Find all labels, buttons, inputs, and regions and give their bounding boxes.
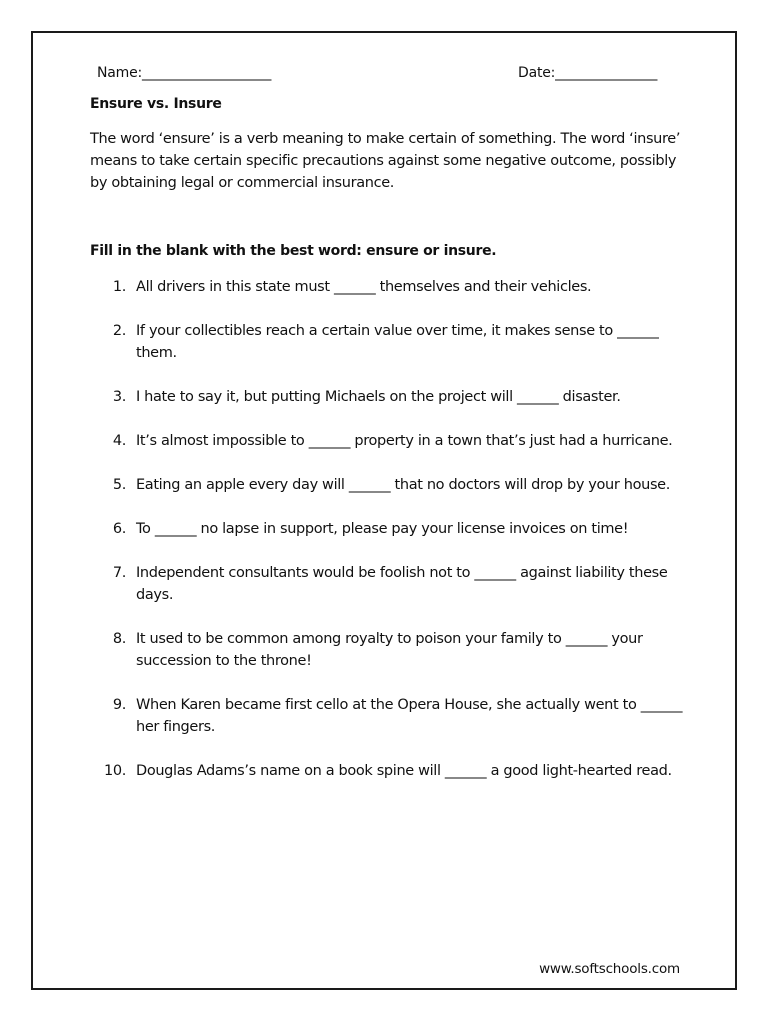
question-item [90, 320, 690, 364]
question-number: 2. [112, 323, 126, 339]
question-number: 5. [112, 477, 126, 493]
question-item [90, 760, 690, 782]
date-field-label: Date:_______________ [518, 65, 658, 81]
question-item [90, 276, 690, 298]
instructions-heading: Fill in the blank with the best word: ensure or insure. [90, 243, 497, 259]
question-number: 9. [112, 697, 126, 713]
question-number: 8. [112, 631, 126, 647]
question-number: 3. [112, 389, 126, 405]
question-text: Independent consultants would be foolish not to ______ against liability these days. [136, 565, 668, 603]
name-field-label: Name:___________________ [97, 65, 272, 81]
question-number: 1. [112, 279, 126, 295]
question-item [90, 386, 690, 408]
question-text: To ______ no lapse in support, please pay your license invoices on time! [136, 521, 629, 537]
question-item [90, 430, 690, 452]
question-item [90, 562, 690, 606]
question-number: 6. [112, 521, 126, 537]
question-text: Eating an apple every day will ______ that no doctors will drop by your house. [136, 477, 671, 493]
intro-paragraph: The word ‘ensure’ is a verb meaning to make certain of something. The word ‘insure’ means to take certain specific precautions against some negative outcome, possibly by obtaining legal or commercial insurance. [90, 131, 681, 191]
question-text: When Karen became first cello at the Opera House, she actually went to ______ her fingers. [136, 697, 683, 735]
question-item [90, 474, 690, 496]
question-number: 10. [103, 763, 126, 779]
worksheet-title: Ensure vs. Insure [90, 96, 222, 112]
question-text: All drivers in this state must ______ themselves and their vehicles. [136, 279, 592, 295]
question-item [90, 518, 690, 540]
question-text: Douglas Adams’s name on a book spine will ______ a good light-hearted read. [136, 763, 672, 779]
question-text: It’s almost impossible to ______ property in a town that’s just had a hurricane. [136, 433, 673, 449]
question-item [90, 628, 690, 672]
question-item [90, 694, 690, 738]
footer-website: www.softschools.com [539, 961, 680, 977]
question-text: I hate to say it, but putting Michaels on the project will ______ disaster. [136, 389, 621, 405]
question-text: If your collectibles reach a certain value over time, it makes sense to ______ them. [136, 323, 659, 361]
question-text: It used to be common among royalty to poison your family to ______ your succession to the throne! [136, 631, 643, 669]
question-number: 7. [112, 565, 126, 581]
question-number: 4. [112, 433, 126, 449]
question-list [90, 276, 690, 804]
